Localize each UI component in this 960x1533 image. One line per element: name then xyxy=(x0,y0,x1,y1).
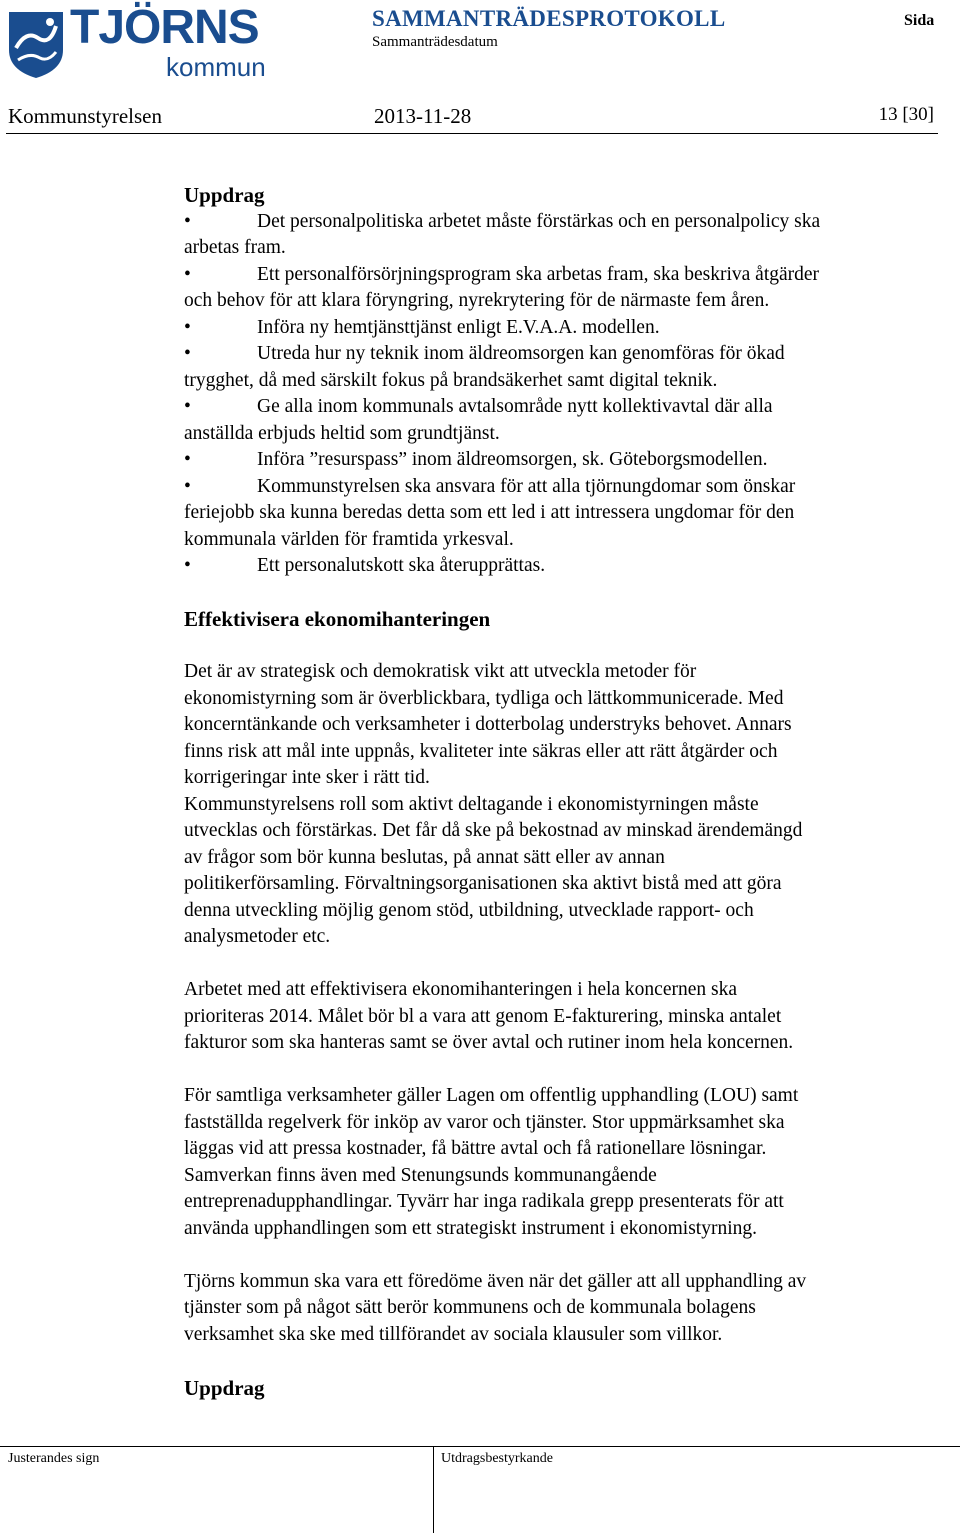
footer-signature-label: Justerandes sign xyxy=(8,1451,100,1466)
list-item-text: Kommunstyrelsen ska ansvara för att alla tjörnungdomar som önskar xyxy=(257,475,796,497)
list-item-text: Införa ny hemtjänsttjänst enligt E.V.A.A. modellen. xyxy=(257,316,660,338)
paragraph xyxy=(184,1083,924,1242)
text-line: läggas vid att pressa kostnader, få bättre avtal och få rationellare lösningar. xyxy=(184,1138,767,1159)
list-item xyxy=(184,341,924,368)
list-item xyxy=(184,474,924,501)
coat-of-arms-icon xyxy=(6,8,66,80)
list-item-text: Ett personalutskott ska återupprättas. xyxy=(257,555,546,576)
text-line: analysmetoder etc. xyxy=(184,926,331,947)
logo-subtitle: kommun xyxy=(166,52,266,82)
bullet-icon: • xyxy=(184,263,191,285)
text-line: Kommunstyrelsens roll som aktivt deltagande i ekonomistyrningen måste xyxy=(184,793,759,815)
municipality-logo xyxy=(6,1,272,82)
list-item-text: Det personalpolitiska arbetet måste förstärkas och en personalpolicy ska xyxy=(257,210,821,232)
list-item-continuation: och behov för att klara föryngring, nyrekrytering för de närmaste fem åren. xyxy=(184,290,770,311)
section-heading-uppdrag: Uppdrag xyxy=(184,183,265,207)
text-line: Tjörns kommun ska vara ett föredöme även när det gäller att all upphandling av xyxy=(184,1270,807,1292)
text-line: fakturor som ska hanteras samt se över avtal och rutiner inom hela koncernen. xyxy=(184,1032,794,1053)
list-item-continuation: trygghet, då med särskilt fokus på brandsäkerhet samt digital teknik. xyxy=(184,369,718,391)
paragraph xyxy=(184,977,924,1057)
meeting-date-label: Sammanträdesdatum xyxy=(372,34,498,50)
text-line: Arbetet med att effektivisera ekonomihanteringen i hela koncernen ska xyxy=(184,979,738,1000)
bullet-icon: • xyxy=(184,210,191,232)
bullet-icon: • xyxy=(184,316,191,338)
text-line: av frågor som bör kunna beslutas, på annat sätt eller av annan xyxy=(184,846,665,868)
text-line: koncerntänkande och verksamheter i dotterbolag understryks behovet. Annars xyxy=(184,714,792,735)
bullet-icon: • xyxy=(184,449,191,470)
text-line: För samtliga verksamheter gäller Lagen om offentlig upphandling (LOU) samt xyxy=(184,1085,799,1106)
text-line: Samverkan finns även med Stenungsunds kommunangående xyxy=(184,1164,657,1186)
section-heading-ekonomi: Effektivisera ekonomihanteringen xyxy=(184,607,491,631)
list-item-continuation: kommunala världen för framtida yrkesval. xyxy=(184,528,514,550)
text-line: utvecklas och förstärkas. Det får då ske på bekostnad av minskad ärendemängd xyxy=(184,820,803,841)
list-item xyxy=(184,315,924,342)
text-line: använda upphandlingen som ett strategiskt instrument i ekonomistyrning. xyxy=(184,1217,757,1239)
list-item xyxy=(184,553,924,580)
list-item xyxy=(184,447,924,474)
list-item xyxy=(184,209,924,236)
text-line: tjänster som på något sätt berör kommunens och de kommunala bolagens xyxy=(184,1297,756,1318)
text-line: verksamhet ska ske med tillförandet av sociala klausuler som villkor. xyxy=(184,1323,723,1345)
bullet-icon: • xyxy=(184,396,191,417)
list-item-text: Införa ”resurspass” inom äldreomsorgen, sk. Göteborgsmodellen. xyxy=(257,449,768,470)
bullet-icon: • xyxy=(184,555,191,576)
bullet-icon: • xyxy=(184,475,191,497)
text-line: ekonomistyrning som är överblickbara, tydliga och lättkommunicerade. Med xyxy=(184,687,784,709)
text-line: korrigeringar inte sker i rätt tid. xyxy=(184,767,430,788)
text-line: finns risk att mål inte uppnås, kvaliteter inte säkras eller att rätt åtgärder och xyxy=(184,740,778,762)
list-item xyxy=(184,394,924,421)
paragraph xyxy=(184,659,924,792)
header-rule xyxy=(6,133,938,134)
bullet-icon: • xyxy=(184,343,191,364)
document-title: SAMMANTRÄDESPROTOKOLL xyxy=(372,6,726,31)
paragraph xyxy=(184,1269,924,1349)
meta-row xyxy=(8,104,938,130)
footer-divider xyxy=(433,1446,434,1533)
footer-rule xyxy=(0,1446,960,1447)
footer-certification-label: Utdragsbestyrkande xyxy=(441,1451,553,1466)
list-item-text: Utreda hur ny teknik inom äldreomsorgen kan genomföras för ökad xyxy=(257,343,785,364)
page-label: Sida xyxy=(904,12,935,29)
text-line: prioriteras 2014. Målet bör bl a vara att genom E-fakturering, minska antalet xyxy=(184,1005,782,1027)
text-line: entreprenadupphandlingar. Tyvärr har inga radikala grepp presenterats för att xyxy=(184,1191,784,1212)
text-line: denna utveckling möjlig genom stöd, utbildning, utvecklade rapport- och xyxy=(184,899,754,921)
text-line: politikerförsamling. Förvaltningsorganisationen ska aktivt bistå med att göra xyxy=(184,873,782,894)
organ-name: Kommunstyrelsen xyxy=(8,104,162,128)
text-line: Det är av strategisk och demokratisk vikt att utveckla metoder för xyxy=(184,661,697,682)
list-item-text: Ge alla inom kommunals avtalsområde nytt kollektivavtal där alla xyxy=(257,396,773,417)
list-item xyxy=(184,262,924,289)
list-item-continuation: arbetas fram. xyxy=(184,237,286,258)
list-item-text: Ett personalförsörjningsprogram ska arbetas fram, ska beskriva åtgärder xyxy=(257,263,820,285)
text-line: fastställda regelverk för inköp av varor och tjänster. Stor uppmärksamhet ska xyxy=(184,1111,785,1133)
section-heading-uppdrag-2: Uppdrag xyxy=(184,1375,265,1400)
page-number: 13 [30] xyxy=(878,104,934,125)
meeting-date: 2013-11-28 xyxy=(374,104,472,128)
bullet-list xyxy=(184,209,924,580)
document-body xyxy=(184,182,924,1401)
list-item-continuation: feriejobb ska kunna beredas detta som ett led i att intressera ungdomar för den xyxy=(184,502,795,523)
logo-wordmark: TJÖRNS xyxy=(70,1,259,54)
list-item-continuation: anställda erbjuds heltid som grundtjänst. xyxy=(184,422,500,444)
paragraph xyxy=(184,792,924,951)
